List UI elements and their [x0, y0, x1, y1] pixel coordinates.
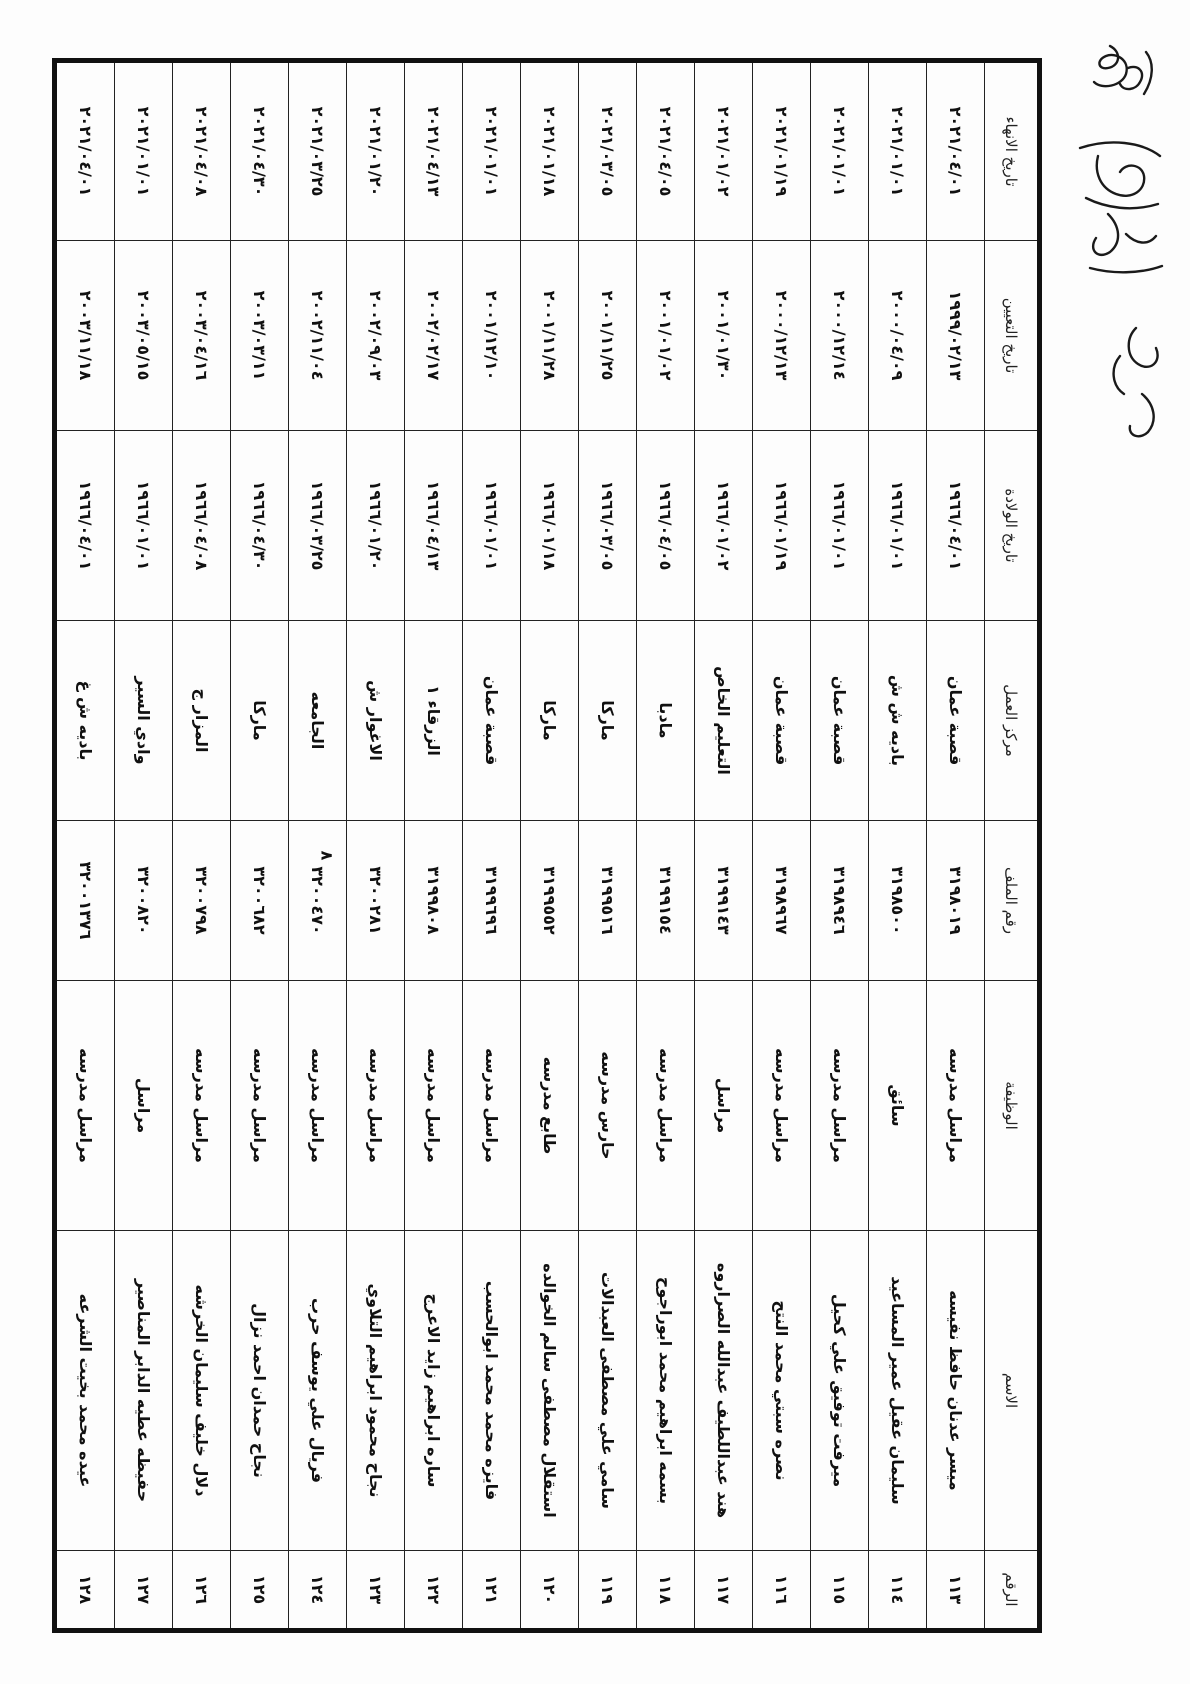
cell-job: مراسل مدرسه	[637, 981, 695, 1231]
cell-number: ١١٧	[695, 1551, 753, 1631]
cell-end-date: ٢٠٢١/٠١/٠١	[869, 61, 927, 241]
cell-name: حفيظه عطيه الدابر المناصير	[115, 1231, 173, 1551]
cell-number: ١٢٧	[115, 1551, 173, 1631]
cell-end-date: ٢٠٢١/٠١/٠١	[811, 61, 869, 241]
cell-end-date: ٢٠٢١/٠٤/١٣	[405, 61, 463, 241]
cell-birth-date: ١٩٦٦/٠١/١٨	[521, 431, 579, 621]
cell-end-date: ٢٠٢١/٠١/٠٢	[695, 61, 753, 241]
cell-job: مراسل مدرسه	[405, 981, 463, 1231]
cell-birth-date: ١٩٦٦/٠٤/١٣	[405, 431, 463, 621]
cell-number: ١١٨	[637, 1551, 695, 1631]
column-header: رقم الملف	[985, 821, 1040, 981]
cell-file-number: ٣١٩٨٩٦٧	[753, 821, 811, 981]
cell-file-number: ٣١٩٩٥٥٢	[521, 821, 579, 981]
cell-name: فايزه محمد محمد ابوالحسب	[463, 1231, 521, 1551]
cell-job: مراسل مدرسه	[811, 981, 869, 1231]
page-number: ٨	[317, 850, 337, 861]
cell-number: ١٢٣	[347, 1551, 405, 1631]
cell-file-number: ٣١٩٨٩٤٦	[811, 821, 869, 981]
cell-name: نصره سبتي محمد النتح	[753, 1231, 811, 1551]
cell-file-number: ٣٢٠٠٨٢٠	[115, 821, 173, 981]
cell-work-center: الجامعه	[289, 621, 347, 821]
cell-birth-date: ١٩٦٦/٠١/٢٠	[347, 431, 405, 621]
cell-hire-date: ٢٠٠١/١٢/١٠	[463, 241, 521, 431]
cell-job: مراسل مدرسه	[753, 981, 811, 1231]
cell-number: ١١٦	[753, 1551, 811, 1631]
cell-birth-date: ١٩٦٦/٠٤/٣٠	[231, 431, 289, 621]
table-row	[347, 61, 405, 1631]
table-row	[55, 61, 115, 1631]
cell-end-date: ٢٠٢١/٠٤/٠١	[55, 61, 115, 241]
cell-work-center: التعليم الخاص	[695, 621, 753, 821]
cell-file-number: ٣٢٠٠٢٨١	[347, 821, 405, 981]
cell-number: ١١٣	[927, 1551, 985, 1631]
cell-hire-date: ٢٠٠٠/١٢/١٣	[753, 241, 811, 431]
cell-name: ميسر عدنان حافظ نفيسه	[927, 1231, 985, 1551]
cell-hire-date: ٢٠٠٢/٠٢/١٧	[405, 241, 463, 431]
cell-number: ١٢٤	[289, 1551, 347, 1631]
cell-file-number: ٣١٩٩٦٩٦	[463, 821, 521, 981]
cell-end-date: ٢٠٢١/٠٤/٠١	[927, 61, 985, 241]
cell-end-date: ٢٠٢١/٠١/٠١	[115, 61, 173, 241]
cell-name: نجاح حمدان احمد نزال	[231, 1231, 289, 1551]
cell-name: ساره ابراهيم زايد الاعرج	[405, 1231, 463, 1551]
cell-hire-date: ٢٠٠١/٠١/٠٢	[637, 241, 695, 431]
table-row	[753, 61, 811, 1631]
cell-birth-date: ١٩٦٦/٠١/٠١	[869, 431, 927, 621]
cell-hire-date: ٢٠٠٠/٠٤/٠٩	[869, 241, 927, 431]
cell-file-number: ٣٢٠٠٧٩٨	[173, 821, 231, 981]
cell-work-center: باديه ش ش	[869, 621, 927, 821]
cell-file-number: ٣١٩٨٠١٩	[927, 821, 985, 981]
cell-file-number: ٣١٩٩١٤٣	[695, 821, 753, 981]
cell-work-center: ماركا	[521, 621, 579, 821]
cell-job: مراسل مدرسه	[55, 981, 115, 1231]
table-row	[289, 61, 347, 1631]
cell-job: مراسل	[695, 981, 753, 1231]
cell-birth-date: ١٩٦٦/٠١/٠١	[463, 431, 521, 621]
cell-end-date: ٢٠٢١/٠٤/٣٠	[231, 61, 289, 241]
cell-file-number: ٣٢٠٠٤٧٠	[289, 821, 347, 981]
cell-job: مراسل مدرسه	[927, 981, 985, 1231]
cell-end-date: ٢٠٢١/٠٤/٠٨	[173, 61, 231, 241]
cell-end-date: ٢٠٢١/٠١/١٩	[753, 61, 811, 241]
cell-name: عيده محمد بخيت الشرعه	[55, 1231, 115, 1551]
cell-number: ١٢٦	[173, 1551, 231, 1631]
cell-birth-date: ١٩٦٦/٠١/١٩	[753, 431, 811, 621]
cell-work-center: قصبة عمان	[753, 621, 811, 821]
cell-work-center: المزار ج	[173, 621, 231, 821]
cell-birth-date: ١٩٦٦/٠٣/٠٥	[579, 431, 637, 621]
cell-name: استقلال مصطفى سالم الخوالده	[521, 1231, 579, 1551]
cell-number: ١٢٢	[405, 1551, 463, 1631]
column-header: تاريخ التعيين	[985, 241, 1040, 431]
cell-hire-date: ٢٠٠١/١١/٢٥	[579, 241, 637, 431]
cell-number: ١١٤	[869, 1551, 927, 1631]
table-body	[55, 61, 985, 1631]
cell-birth-date: ١٩٦٦/٠١/٠١	[811, 431, 869, 621]
table-row	[637, 61, 695, 1631]
cell-work-center: وادي السير	[115, 621, 173, 821]
cell-number: ١٢٠	[521, 1551, 579, 1631]
cell-end-date: ٢٠٢١/٠٣/٢٥	[289, 61, 347, 241]
cell-hire-date: ٢٠٠٢/١١/٠٤	[289, 241, 347, 431]
cell-file-number: ٣٢٠٠٦٨٢	[231, 821, 289, 981]
cell-name: بسمه ابراهيم محمد ابوراجوح	[637, 1231, 695, 1551]
cell-job: مراسل مدرسه	[347, 981, 405, 1231]
cell-hire-date: ٢٠٠٣/٠٥/١٥	[115, 241, 173, 431]
cell-birth-date: ١٩٦٦/٠٤/٠٨	[173, 431, 231, 621]
cell-end-date: ٢٠٢١/٠١/٠١	[463, 61, 521, 241]
cell-name: فريال علي يوسف حرب	[289, 1231, 347, 1551]
cell-work-center: قصبة عمان	[811, 621, 869, 821]
cell-name: سليمان عقيل عمير المساعيد	[869, 1231, 927, 1551]
cell-birth-date: ١٩٦٦/٠٤/٠١	[55, 431, 115, 621]
cell-hire-date: ١٩٩٩/٠٢/١٣	[927, 241, 985, 431]
table-row	[405, 61, 463, 1631]
cell-number: ١٢١	[463, 1551, 521, 1631]
cell-file-number: ٣١٩٨٥٠٠	[869, 821, 927, 981]
table-row	[869, 61, 927, 1631]
cell-hire-date: ٢٠٠١/٠١/٣٠	[695, 241, 753, 431]
table-row	[231, 61, 289, 1631]
cell-job: مراسل مدرسه	[231, 981, 289, 1231]
cell-file-number: ٣١٩٩١٥٤	[637, 821, 695, 981]
cell-job: مراسل مدرسه	[463, 981, 521, 1231]
table-row	[173, 61, 231, 1631]
cell-name: سامي علي مصطفى العبدالات	[579, 1231, 637, 1551]
table-row	[927, 61, 985, 1631]
table-row	[811, 61, 869, 1631]
cell-birth-date: ١٩٦٦/٠٤/٠٥	[637, 431, 695, 621]
cell-hire-date: ٢٠٠٣/٠٤/١٦	[173, 241, 231, 431]
cell-work-center: باديه ش غ	[55, 621, 115, 821]
handwritten-signature	[1050, 38, 1180, 448]
cell-hire-date: ٢٠٠٠/١٢/١٤	[811, 241, 869, 431]
cell-file-number: ٣١٩٩٨٠٨	[405, 821, 463, 981]
staff-table	[52, 58, 1042, 1633]
column-header: تاريخ الانهاء	[985, 61, 1040, 241]
cell-end-date: ٢٠٢١/٠١/٢٠	[347, 61, 405, 241]
cell-number: ١١٩	[579, 1551, 637, 1631]
cell-job: مراسل مدرسه	[289, 981, 347, 1231]
cell-job: طابع مدرسه	[521, 981, 579, 1231]
cell-birth-date: ١٩٦٦/٠٣/٢٥	[289, 431, 347, 621]
cell-job: حارس مدرسه	[579, 981, 637, 1231]
cell-hire-date: ٢٠٠٢/٠٩/٠٣	[347, 241, 405, 431]
table-row	[579, 61, 637, 1631]
cell-job: مراسل	[115, 981, 173, 1231]
cell-end-date: ٢٠٢١/٠٣/٠٥	[579, 61, 637, 241]
cell-birth-date: ١٩٦٦/٠١/٠٢	[695, 431, 753, 621]
cell-name: دلال خليف سليمان الخرشه	[173, 1231, 231, 1551]
column-header: الاسم	[985, 1231, 1040, 1551]
table-row	[695, 61, 753, 1631]
cell-name: ميرفت توفيق علي كحيل	[811, 1231, 869, 1551]
table-container	[62, 58, 1042, 1628]
cell-hire-date: ٢٠٠٣/١١/١٨	[55, 241, 115, 431]
column-header: الرقم	[985, 1551, 1040, 1631]
cell-job: مراسل مدرسه	[173, 981, 231, 1231]
cell-file-number: ٣١٩٩٥١٦	[579, 821, 637, 981]
cell-job: سائق	[869, 981, 927, 1231]
column-header: مركز العمل	[985, 621, 1040, 821]
table-row	[521, 61, 579, 1631]
cell-work-center: ماركا	[231, 621, 289, 821]
cell-file-number: ٣٢٠٠١٣٧٦	[55, 821, 115, 981]
cell-birth-date: ١٩٦٦/٠١/٠١	[115, 431, 173, 621]
cell-work-center: ماركا	[579, 621, 637, 821]
cell-name: هند عبداللطيف عبدالله الصراروه	[695, 1231, 753, 1551]
table-row	[463, 61, 521, 1631]
cell-number: ١٢٨	[55, 1551, 115, 1631]
cell-work-center: قصبة عمان	[463, 621, 521, 821]
table-row	[115, 61, 173, 1631]
table-header-row	[985, 61, 1040, 1631]
cell-birth-date: ١٩٦٦/٠٤/٠١	[927, 431, 985, 621]
cell-end-date: ٢٠٢١/٠٤/٠٥	[637, 61, 695, 241]
cell-number: ١٢٥	[231, 1551, 289, 1631]
cell-work-center: الاغوار ش	[347, 621, 405, 821]
column-header: الوظيفة	[985, 981, 1040, 1231]
cell-number: ١١٥	[811, 1551, 869, 1631]
cell-work-center: مادبا	[637, 621, 695, 821]
cell-hire-date: ٢٠٠٣/٠٣/١١	[231, 241, 289, 431]
cell-name: نجاح محمود ابراهيم التلاوي	[347, 1231, 405, 1551]
column-header: تاريخ الولادة	[985, 431, 1040, 621]
cell-hire-date: ٢٠٠١/١١/٢٨	[521, 241, 579, 431]
cell-work-center: الزرقاء ١	[405, 621, 463, 821]
cell-work-center: قصبة عمان	[927, 621, 985, 821]
cell-end-date: ٢٠٢١/٠١/١٨	[521, 61, 579, 241]
